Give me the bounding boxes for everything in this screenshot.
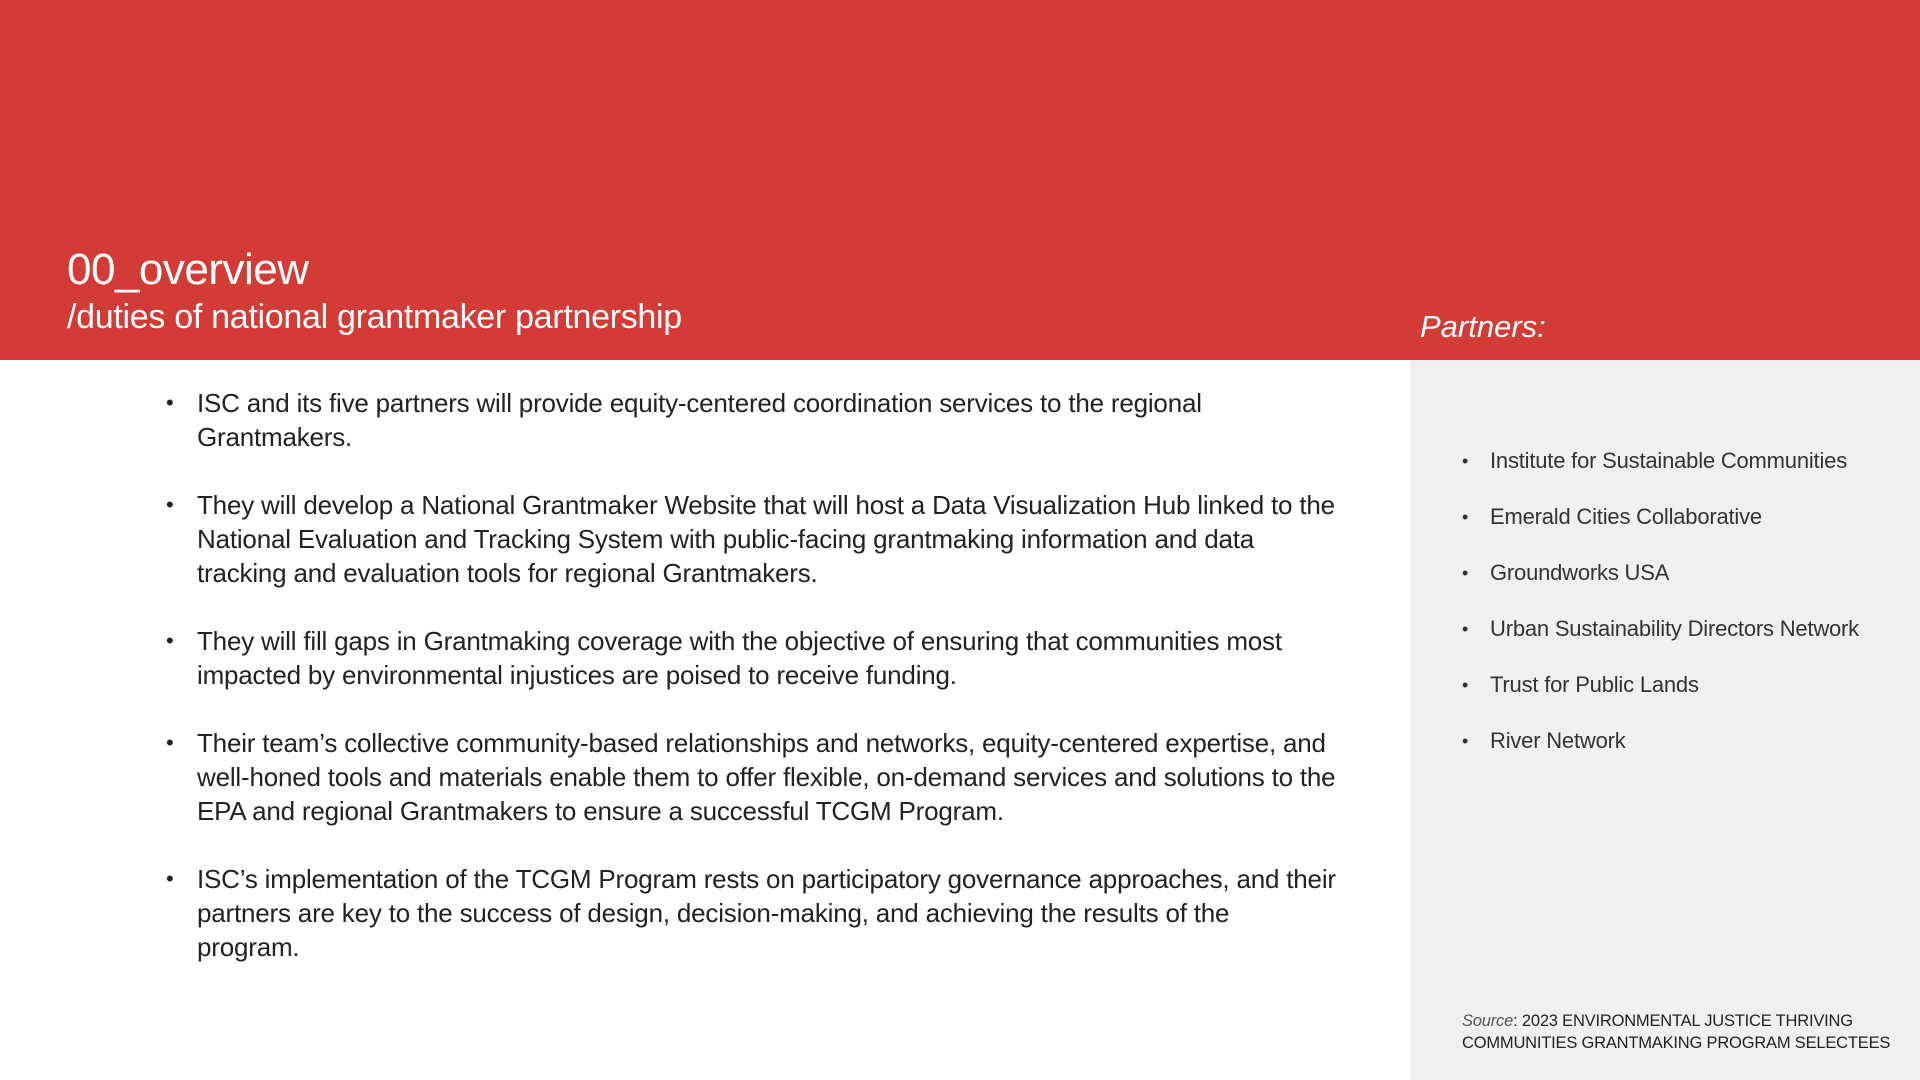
- duty-item: [166, 386, 1336, 454]
- bullet-icon: •: [1462, 563, 1469, 583]
- partner-name: River Network: [1490, 728, 1626, 753]
- partner-name: Urban Sustainability Directors Network: [1490, 616, 1859, 641]
- duty-item: [166, 862, 1336, 964]
- bullet-icon: •: [166, 730, 174, 755]
- duty-text: They will fill gaps in Grantmaking coverage with the objective of ensuring that communities most impacted by environmental injustices are poised to receive funding.: [197, 626, 1282, 690]
- bullet-icon: •: [166, 390, 174, 415]
- partner-name: Institute for Sustainable Communities: [1490, 448, 1847, 473]
- source-label: Source: [1462, 1012, 1514, 1030]
- partner-item: [1462, 501, 1902, 533]
- duty-text: They will develop a National Grantmaker Website that will host a Data Visualization Hub linked to the National Evaluation and Tracking System with public-facing grantmaking information and data tracking and evaluation tools for regional Grantmakers.: [197, 490, 1335, 588]
- bullet-icon: •: [1462, 451, 1469, 471]
- partner-item: [1462, 613, 1902, 645]
- partner-item: [1462, 669, 1902, 701]
- partner-item: [1462, 445, 1902, 477]
- partner-name: Emerald Cities Collaborative: [1490, 504, 1762, 529]
- bullet-icon: •: [1462, 619, 1469, 639]
- duty-item: [166, 726, 1336, 828]
- source-note: [1462, 1010, 1912, 1054]
- partner-list: [1462, 445, 1902, 781]
- duty-item: [166, 624, 1336, 692]
- page-title: 00_overview: [67, 245, 309, 294]
- bullet-icon: •: [166, 866, 174, 891]
- partner-item: [1462, 557, 1902, 589]
- duty-text: Their team’s collective community-based relationships and networks, equity-centered expertise, and well-honed tools and materials enable them to offer flexible, on-demand services and solutions to the EPA and regional Grantmakers to ensure a successful TCGM Program.: [197, 728, 1336, 826]
- partner-name: Trust for Public Lands: [1490, 672, 1699, 697]
- bullet-icon: •: [166, 492, 174, 517]
- bullet-icon: •: [1462, 675, 1469, 695]
- duty-text: ISC and its five partners will provide equity-centered coordination services to the regional Grantmakers.: [197, 388, 1202, 452]
- partners-heading: Partners:: [1420, 309, 1546, 344]
- page-subtitle: /duties of national grantmaker partnership: [67, 298, 682, 336]
- duty-item: [166, 488, 1336, 590]
- duties-list: [166, 386, 1336, 998]
- bullet-icon: •: [1462, 507, 1469, 527]
- source-text: : 2023 ENVIRONMENTAL JUSTICE THRIVING COMMUNITIES GRANTMAKING PROGRAM SELECTEES: [1462, 1012, 1891, 1052]
- partner-name: Groundworks USA: [1490, 560, 1670, 585]
- bullet-icon: •: [1462, 731, 1469, 751]
- duty-text: ISC’s implementation of the TCGM Program rests on participatory governance approaches, and their partners are key to the success of design, decision-making, and achieving the results of the program.: [197, 864, 1336, 962]
- bullet-icon: •: [166, 628, 174, 653]
- partner-item: [1462, 725, 1902, 757]
